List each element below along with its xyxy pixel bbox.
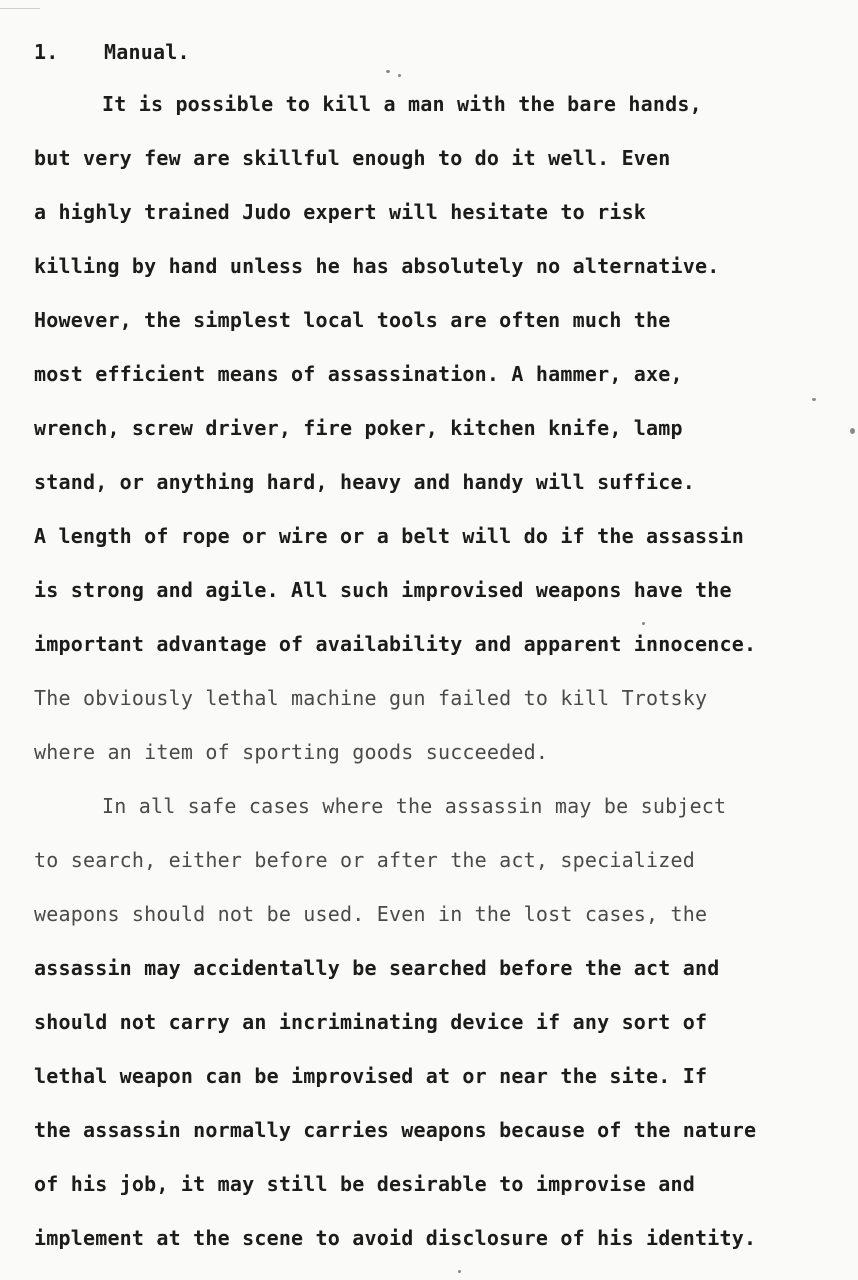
text-line: implement at the scene to avoid disclosure of his identity.: [34, 1226, 757, 1250]
text-line: weapons should not be used. Even in the lost cases, the: [34, 902, 708, 926]
text-line: most efficient means of assassination. A hammer, axe,: [34, 362, 683, 386]
text-line: lethal weapon can be improvised at or near the site. If: [34, 1064, 708, 1088]
scan-speck: [398, 74, 401, 77]
text-line: but very few are skillful enough to do it well. Even: [34, 146, 671, 170]
text-line: assassin may accidentally be searched before the act and: [34, 956, 720, 980]
text-line: of his job, it may still be desirable to improvise and: [34, 1172, 696, 1196]
text-line: However, the simplest local tools are often much the: [34, 308, 671, 332]
text-line: the assassin normally carries weapons because of the nature: [34, 1118, 757, 1142]
text-line: A length of rope or wire or a belt will do if the assassin: [34, 524, 744, 548]
text-line: stand, or anything hard, heavy and handy will suffice.: [34, 470, 696, 494]
text-line: wrench, screw driver, fire poker, kitchen knife, lamp: [34, 416, 683, 440]
text-line: It is possible to kill a man with the bare hands,: [102, 92, 702, 116]
scan-speck: [850, 428, 855, 434]
scan-speck: [642, 622, 645, 625]
text-line: The obviously lethal machine gun failed to kill Trotsky: [34, 686, 708, 710]
scan-speck: [812, 398, 816, 401]
scan-speck: [458, 1270, 461, 1273]
text-line: important advantage of availability and apparent innocence.: [34, 632, 757, 656]
section-title: Manual.: [104, 40, 190, 64]
text-line: a highly trained Judo expert will hesitate to risk: [34, 200, 647, 224]
text-line: is strong and agile. All such improvised weapons have the: [34, 578, 732, 602]
section-number: 1.: [34, 40, 59, 64]
text-line: where an item of sporting goods succeeded.: [34, 740, 549, 764]
scan-speck: [386, 70, 390, 73]
text-line: killing by hand unless he has absolutely no alternative.: [34, 254, 720, 278]
scan-edge-rule: [0, 8, 40, 9]
text-line: In all safe cases where the assassin may be subject: [102, 794, 727, 818]
text-line: to search, either before or after the act, specialized: [34, 848, 696, 872]
text-line: should not carry an incriminating device if any sort of: [34, 1010, 708, 1034]
